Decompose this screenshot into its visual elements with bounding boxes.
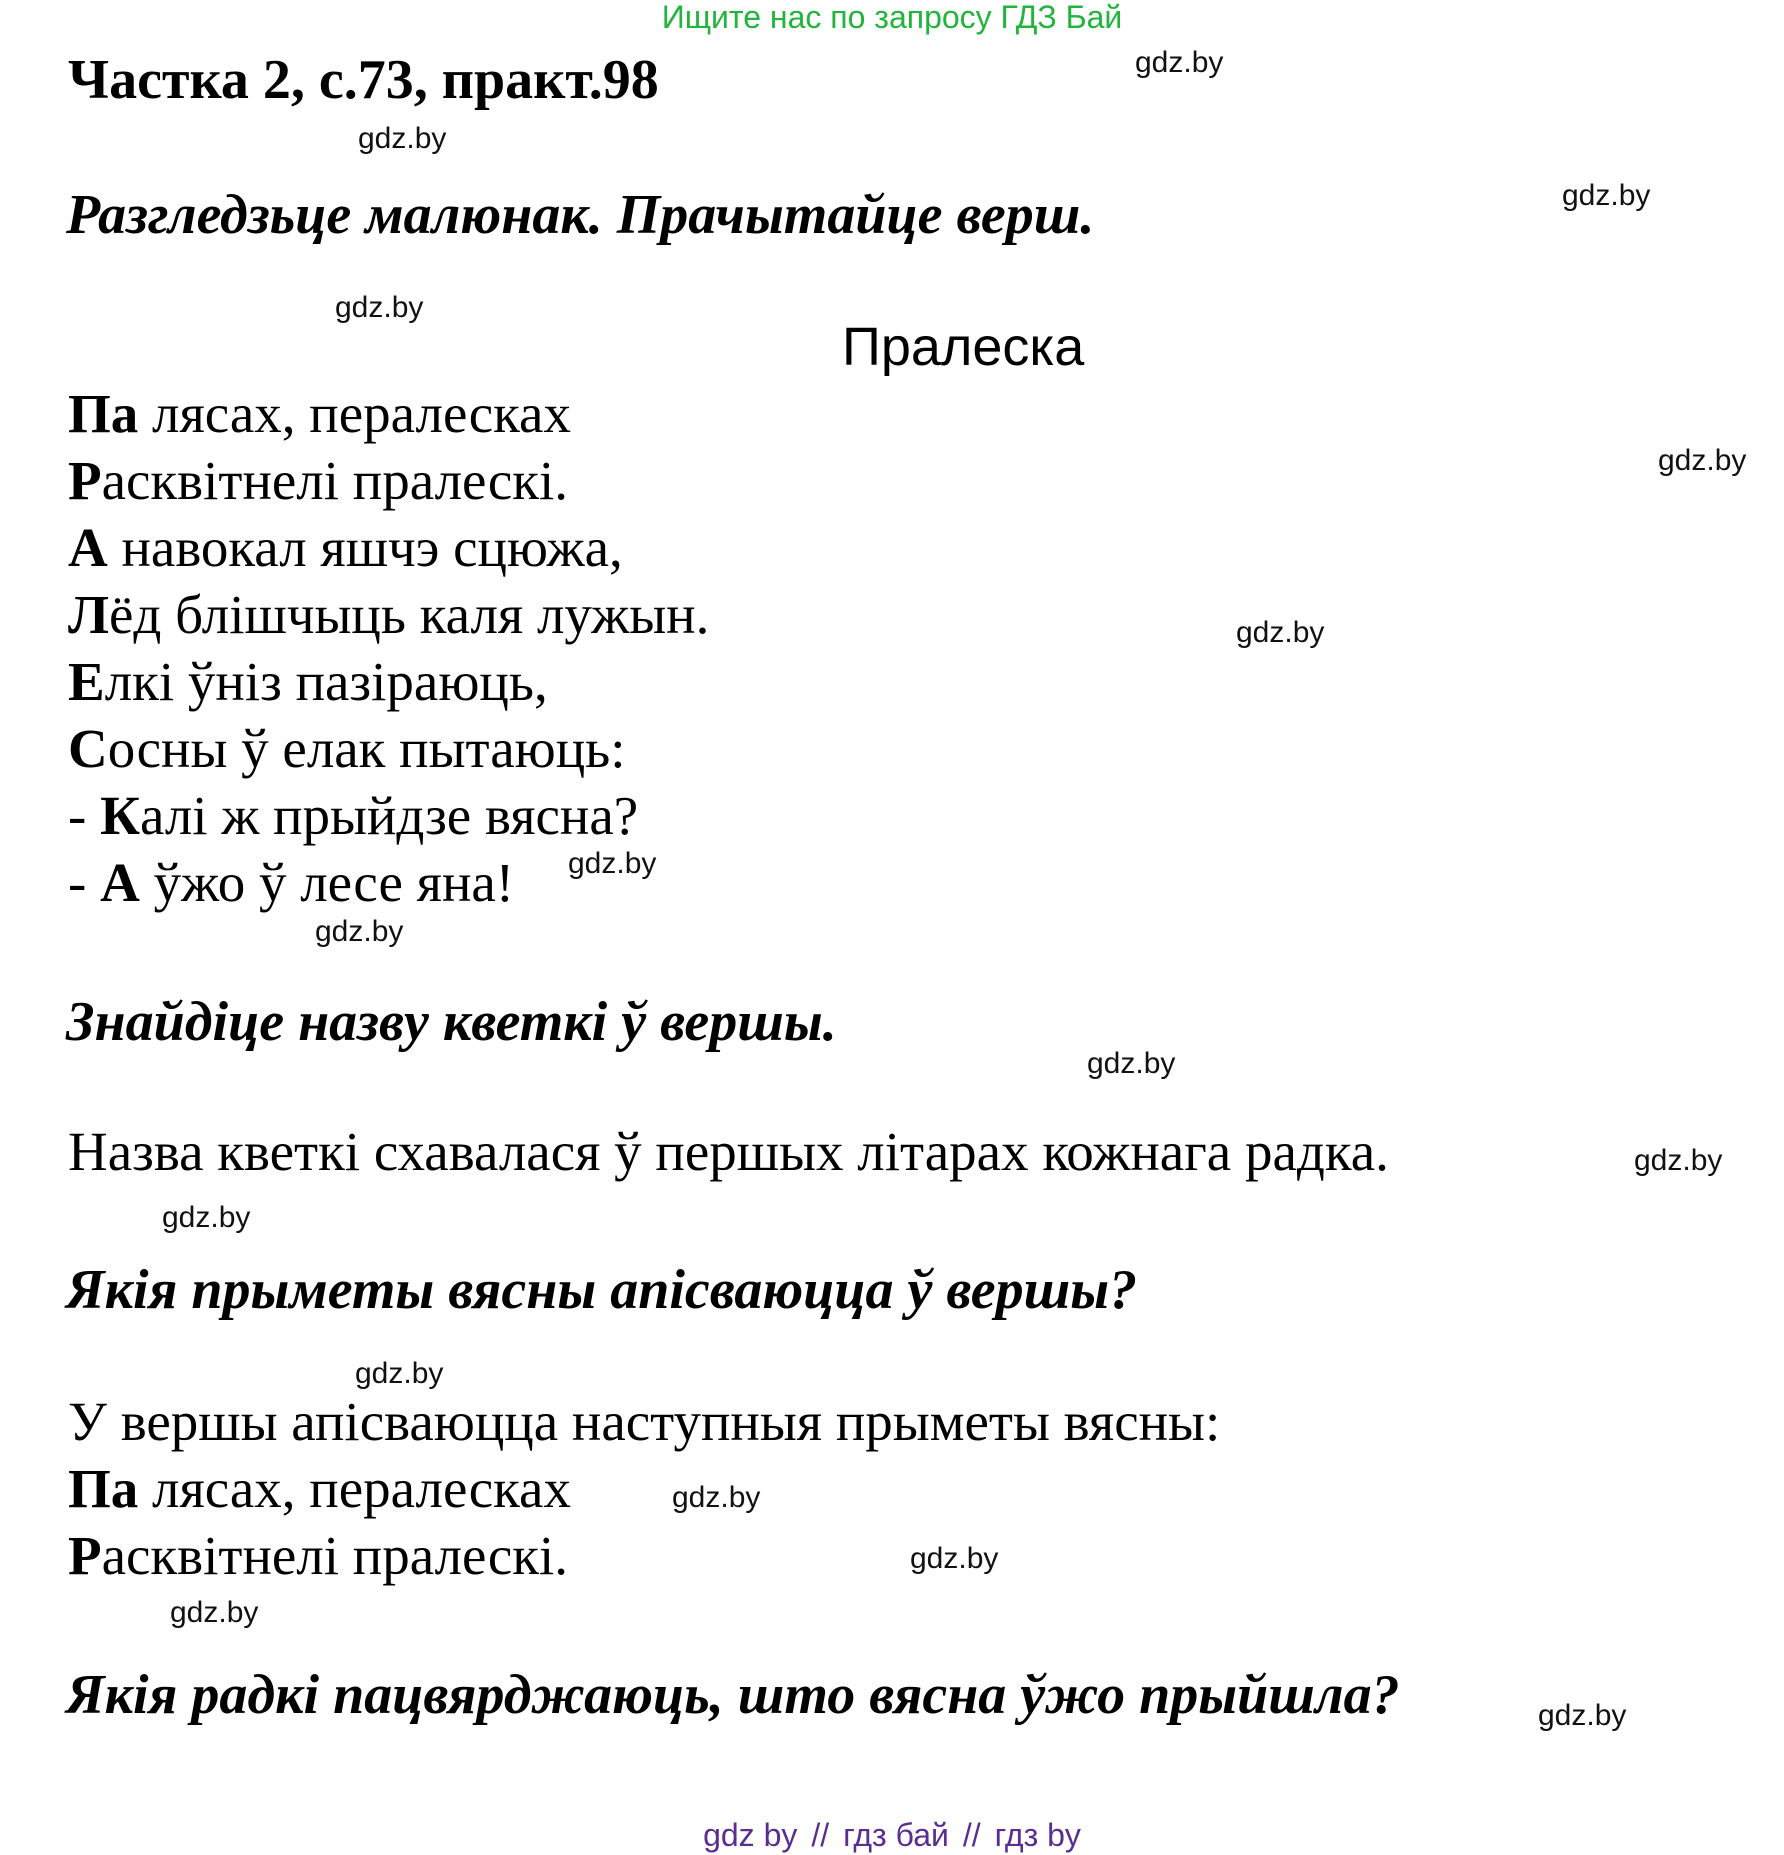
footer-link[interactable]: гдз by: [994, 1817, 1081, 1853]
top-banner: Ищите нас по запросу ГДЗ Бай: [661, 0, 1123, 35]
watermark: gdz.by: [1658, 444, 1747, 477]
watermark: gdz.by: [910, 1542, 999, 1575]
watermark: gdz.by: [1562, 179, 1651, 212]
line-initial: Па: [68, 383, 139, 444]
line-text: алі ж прыйдзе вясна?: [139, 785, 639, 846]
line-initial: Па: [68, 1458, 139, 1519]
poem-line: [68, 652, 548, 712]
task-1-heading: Разгледзьце малюнак. Прачытайце верш.: [66, 184, 1095, 246]
watermark: gdz.by: [672, 1481, 761, 1514]
line-initial: К: [100, 785, 140, 846]
watermark: gdz.by: [1236, 616, 1325, 649]
watermark: gdz.by: [1538, 1699, 1627, 1732]
watermark: gdz.by: [315, 915, 404, 948]
watermark: gdz.by: [162, 1201, 251, 1234]
answer-3-intro: У вершы апісваюцца наступныя прыметы вясны:: [68, 1391, 1221, 1452]
footer-separator: //: [811, 1817, 830, 1853]
line-text: ўжо ў лесе яна!: [139, 852, 515, 913]
line-initial: А: [100, 852, 140, 913]
poem-line: [68, 585, 709, 645]
line-initial: А: [68, 517, 108, 578]
watermark: gdz.by: [358, 122, 447, 155]
line-text: лясах, пералесках: [138, 1458, 571, 1519]
watermark: gdz.by: [1135, 46, 1224, 79]
poem-line: [68, 451, 568, 511]
watermark: gdz.by: [170, 1596, 259, 1629]
poem-line: [68, 786, 638, 846]
watermark: gdz.by: [355, 1357, 444, 1390]
watermark: gdz.by: [1087, 1047, 1176, 1080]
watermark: gdz.by: [568, 847, 657, 880]
line-prefix: -: [68, 785, 101, 846]
line-text: осны ў елак пытаюць:: [107, 718, 626, 779]
line-initial: С: [68, 718, 108, 779]
task-2-heading: Знайдіце назву кветкі ў вершы.: [66, 991, 837, 1053]
line-initial: Р: [68, 450, 102, 511]
line-text: навокал яшчэ сцюжа,: [107, 517, 623, 578]
task-4-heading: Якія радкі пацвярджаюць, што вясна ўжо прыйшла?: [66, 1664, 1400, 1726]
line-prefix: -: [68, 852, 101, 913]
footer-link[interactable]: gdz by: [703, 1817, 798, 1853]
line-initial: Л: [68, 584, 109, 645]
line-text: ёд блішчыць каля лужын.: [108, 584, 710, 645]
line-initial: Р: [68, 1525, 102, 1586]
line-initial: Е: [68, 651, 105, 712]
task-3-heading: Якія прыметы вясны апісваюцца ў вершы?: [66, 1259, 1138, 1321]
watermark: gdz.by: [335, 291, 424, 324]
footer-separator: //: [962, 1817, 981, 1853]
page-title: Частка 2, с.73, практ.98: [68, 49, 659, 111]
poem-line: [68, 719, 626, 779]
footer-link[interactable]: гдз бай: [843, 1817, 949, 1853]
line-text: асквітнелі пралескі.: [101, 1525, 568, 1586]
watermark: gdz.by: [1634, 1144, 1723, 1177]
poem-title: Пралеска: [842, 317, 1085, 377]
poem-line: [68, 853, 514, 913]
footer-links: [0, 1818, 1784, 1852]
poem-line: [68, 518, 623, 578]
answer-2-text: Назва кветкі схавалася ў першых літарах кожнага радка.: [68, 1121, 1389, 1182]
poem-line: [68, 384, 571, 444]
line-text: лкі ўніз пазіраюць,: [104, 651, 548, 712]
line-text: лясах, пералесках: [138, 383, 571, 444]
answer-3-line: [68, 1526, 568, 1586]
answer-3-line: [68, 1459, 571, 1519]
line-text: асквітнелі пралескі.: [101, 450, 568, 511]
